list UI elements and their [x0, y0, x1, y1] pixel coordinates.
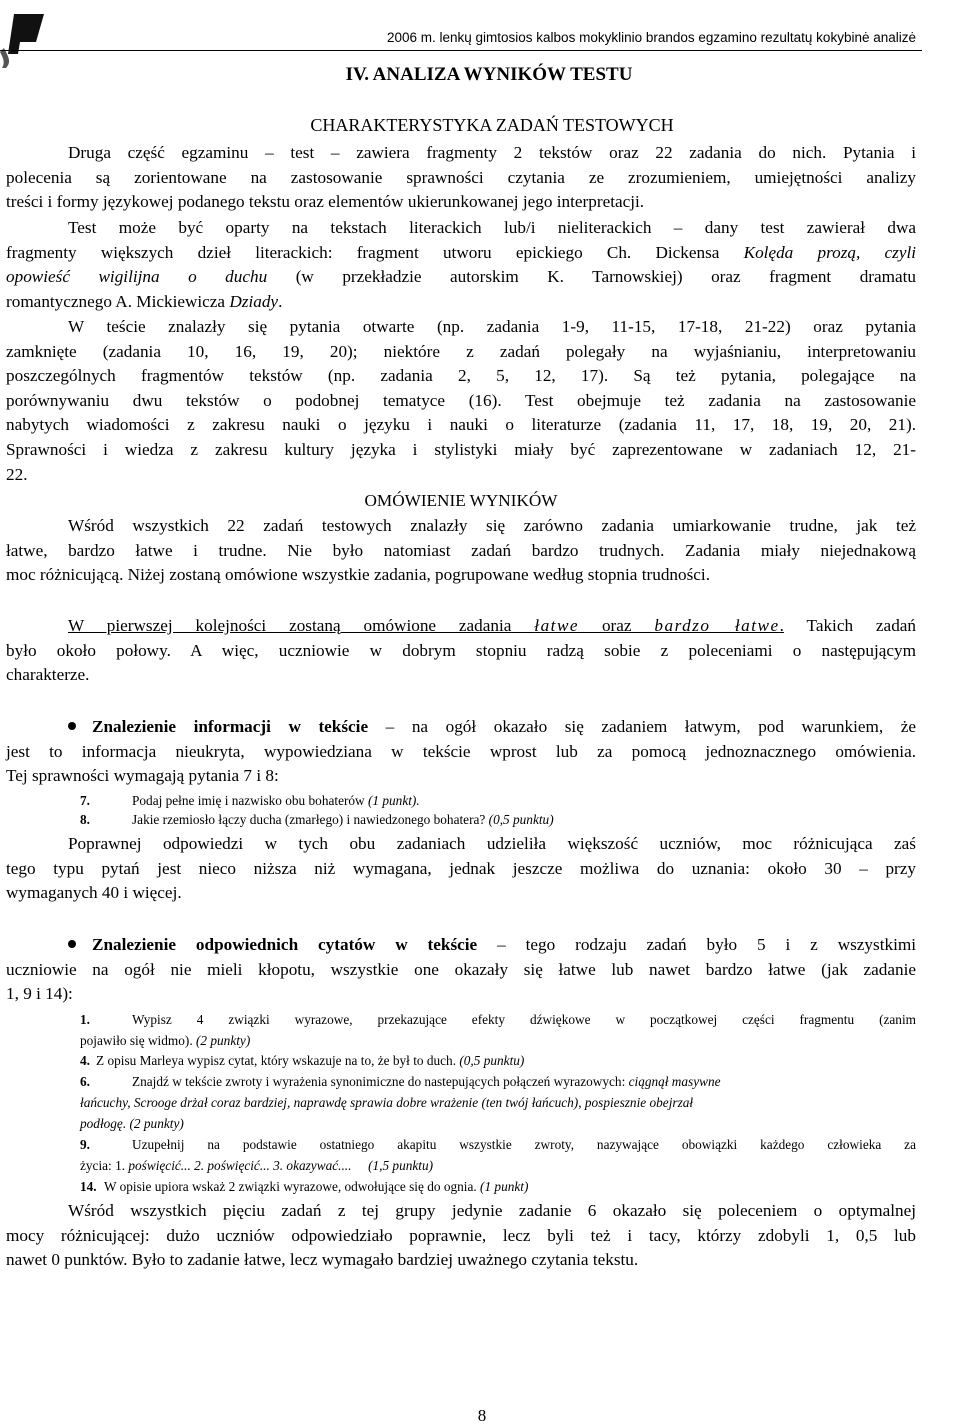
book-title-1b: opowieść wigilijna o duchu [6, 267, 268, 287]
intro-p3-line-1: W teście znalazły się pytania otwarte (np. zadania 1-9, 11-15, 17-18, 21-22) oraz pytania [68, 317, 916, 336]
question-9-line-1: Uzupełnij na podstawie ostatniego akapitu wszystkie zwroty, nazywające obowiązki każdego człowieka za [132, 1137, 916, 1152]
page-number: 8 [477, 1406, 487, 1425]
running-header: 2006 m. lenkų gimtosios kalbos mokyklinio brandos egzamino rezultatų kokybinė analizė [386, 30, 916, 45]
bullet1-summary [6, 832, 916, 906]
results-p1-line-3: moc różnicującą. Niżej zostaną omówione wszystkie zadania, pogrupowane według stopnia trudności. [6, 565, 710, 585]
intro-p3-line-3: poszczególnych fragmentów tekstów (np. zadania 2, 5, 12, 17). Są też pytania, polegające na [6, 366, 916, 386]
intro-p3-line-7: 22. [6, 464, 28, 484]
intro-p1-line-2: polecenia są zorientowane na zastosowanie sprawności czytania ze zrozumieniem, umiejętności analizy [6, 167, 916, 187]
bullet2-heading: Znalezienie odpowiednich cytatów w tekście [92, 935, 478, 954]
book-title-1a: Kolęda prozą, czyli [743, 242, 917, 262]
results-p2-very-easy: bardzo łatwe [654, 616, 780, 635]
bullet-icon [68, 722, 76, 730]
question-9-points: (1,5 punktu) [368, 1158, 434, 1173]
question-4 [80, 1050, 524, 1071]
question-8-number: 8. [80, 812, 90, 827]
header-rule [0, 50, 922, 51]
bullet2-line-3 [6, 982, 916, 1007]
question-6-number: 6. [80, 1074, 90, 1089]
bullet1-summary-line-2: tego typu pytań jest nieco niższa niż wymagana, jednak jeszcze możliwa do uznania: około 30 – przy [6, 858, 916, 878]
bullet2-line-3-text: 1, 9 i 14): [6, 984, 73, 1004]
intro-p2-line-3 [6, 265, 916, 290]
book-title-2: Dziady [229, 291, 279, 311]
results-p2-easy: łatwe [534, 616, 580, 635]
bullet-section-1 [6, 715, 916, 789]
bullet2-summary [6, 1199, 916, 1273]
question-8 [80, 809, 554, 830]
intro-p3-line-4: porównywaniu dwu tekstów o podobnej tematyce (16). Test obejmuje też zadania na zastosowanie [6, 390, 916, 410]
question-7 [80, 790, 420, 811]
question-1-points: (2 punkty) [195, 1033, 251, 1048]
results-paragraph-1 [6, 514, 916, 588]
question-14 [80, 1176, 528, 1197]
question-4-points: (0,5 punktu) [459, 1053, 525, 1068]
question-14-points: (1 punkt) [480, 1179, 529, 1194]
section-title: IV. ANALIZA WYNIKÓW TESTU [345, 64, 633, 85]
intro-p1-line-1: Druga część egzaminu – test – zawiera fragmenty 2 tekstów oraz 22 zadania do nich. Pytania i [68, 143, 916, 162]
results-p2-line-1 [6, 614, 916, 639]
question-1-line-2: pojawiło się widmo). [80, 1033, 193, 1048]
bullet2-line-1 [6, 933, 916, 958]
question-6-line-2: łańcuchy, Scrooge drżał coraz bardziej, naprawdę sprawia dobre wrażenie (ten twój łańcuch), pospiesznie obejrzał [80, 1095, 694, 1110]
question-4-number: 4. [80, 1053, 90, 1068]
results-paragraph-2 [6, 614, 916, 688]
question-1-line-1: Wypisz 4 związki wyrazowe, przekazujące efekty dźwiękowe w początkowej części fragmentu (zanim [132, 1012, 916, 1027]
results-p2-underlined-text: W pierwszej kolejności zostaną omówione zadania [68, 616, 512, 635]
bullet2-summary-line-2: mocy różnicującej: dużo uczniów odpowiedziało poprawnie, lecz byli też i tacy, którzy zdobyli 1, 0,5 lub [6, 1225, 916, 1245]
bullet1-heading: Znalezienie informacji w tekście [92, 717, 369, 736]
bullet1-line-3: Tej sprawności wymagają pytania 7 i 8: [6, 766, 279, 786]
bullet-section-2 [6, 933, 916, 1007]
intro-p3-line-5: nabytych wiadomości z zakresu nauki o języku i nauki o literaturze (zadania 11, 17, 18, 19, 20, 21). [6, 415, 916, 435]
question-9-line-2-b: poświęcić... 2. poświęcić... 3. okazywać.... [128, 1158, 352, 1173]
question-4-text: Z opisu Marleya wypisz cytat, który wskazuje na to, że był to duch. [96, 1053, 457, 1068]
question-7-text: Podaj pełne imię i nazwisko obu bohaterów [132, 793, 365, 808]
intro-p2-text-b: fragmenty większych dzieł literackich: fragment utworu epickiego Ch. Dickensa [6, 242, 720, 262]
intro-p1-line-3: treści i formy językowej podanego tekstu oraz elementów ukierunkowanej jego interpretacji. [6, 192, 645, 212]
question-9-line-2-a: życia: 1. [80, 1158, 126, 1173]
intro-paragraph-2 [6, 216, 916, 314]
results-p2-line-3: charakterze. [6, 665, 90, 685]
bullet1-summary-line-3: wymaganych 40 i więcej. [6, 883, 182, 903]
bullet1-line-2: jest to informacja nieukryta, wypowiedziana w tekście wprost lub za pomocą jednoznacznego omówienia. [6, 741, 916, 761]
results-p2-line-2: było około połowy. A więc, uczniowie w dobrym stopniu radzą sobie z poleceniami o następującym [6, 640, 916, 660]
question-7-number: 7. [80, 793, 90, 808]
question-9-number: 9. [80, 1137, 90, 1152]
results-p1-line-2: łatwe, bardzo łatwe i trudne. Nie było natomiast zadań bardzo trudnych. Zadania miały niejednakową [6, 540, 916, 560]
question-1-number: 1. [80, 1012, 90, 1027]
results-p2-dot: . [779, 616, 784, 635]
results-p2-underlined [68, 616, 784, 635]
subtitle: CHARAKTERYSTYKA ZADAŃ TESTOWYCH [310, 115, 674, 135]
bullet1-rest: – na ogół okazało się zadaniem łatwym, pod warunkiem, że [385, 717, 916, 736]
bullet2-line-2: uczniowie na ogół nie mieli kłopotu, wszystkie one okazały się łatwe lub nawet bardzo łatwe (jak zadanie [6, 959, 916, 979]
question-7-points: (1 punkt). [367, 793, 420, 808]
question-8-text: Jakie rzemiosło łączy ducha (zmarłego) i nawiedzonego bohatera? [132, 812, 486, 827]
question-8-points: (0,5 punktu) [488, 812, 554, 827]
question-6 [80, 1071, 956, 1134]
bullet2-summary-line-1: Wśród wszystkich pięciu zadań z tej grupy jedynie zadanie 6 okazało się poleceniem o optymalnej [68, 1201, 916, 1220]
results-p1-line-1: Wśród wszystkich 22 zadań testowych znalazły się zarówno zadania umiarkowanie trudne, jak też [68, 516, 916, 535]
bullet2-rest: – tego rodzaju zadań było 5 i z wszystkimi [497, 935, 917, 954]
publisher-logo-icon [0, 12, 48, 68]
intro-p2-text-c: (w przekładzie autorskim K. Tarnowskiej) oraz fragment dramatu [295, 267, 917, 287]
question-14-text: W opisie upiora wskaż 2 związki wyrazowe, odwołujące się do ognia. [104, 1179, 477, 1194]
results-p2-or: oraz [601, 616, 632, 635]
question-6-points: (2 punkty) [129, 1116, 184, 1131]
results-heading: OMÓWIENIE WYNIKÓW [364, 491, 558, 510]
intro-p3-line-6: Sprawności i wiedza z zakresu kultury języka i stylistyki miały być zaprezentowane w zadaniach 12, 21- [6, 439, 916, 459]
bullet1-line-1 [6, 715, 916, 740]
intro-paragraph-3 [6, 315, 916, 487]
question-9 [80, 1134, 916, 1176]
intro-p2-line-4: romantycznego A. Mickiewicza Dziady. [6, 291, 283, 311]
question-6-line-1: Znajdź w tekście zwroty i wyrażenia synonimiczne do nastepujących połączeń wyrazowych: [132, 1074, 626, 1089]
intro-paragraph-1 [6, 141, 916, 215]
bullet2-summary-line-3: nawet 0 punktów. Było to zadanie łatwe, lecz wymagało bardziej uważnego czytania tekstu. [6, 1250, 639, 1270]
intro-p2-line-1: Test może być oparty na tekstach literackich lub/i nieliterackich – dany test zawierał dwa [68, 218, 916, 237]
intro-p2-text-d: romantycznego A. Mickiewicza [6, 291, 226, 311]
question-6-line-3: podłogę. [80, 1116, 127, 1131]
bullet1-summary-line-1: Poprawnej odpowiedzi w tych obu zadaniach udzieliła większość uczniów, moc różnicująca zaś [68, 834, 916, 853]
question-14-number: 14. [80, 1179, 97, 1194]
intro-p2-line-2 [6, 241, 916, 266]
question-6-line-1-italic: ciągnął masywne [628, 1074, 721, 1089]
bullet-icon [68, 940, 76, 948]
intro-p3-line-2: zamknięte (zadania 10, 16, 19, 20); niektóre z zadań polegały na wyjaśnianiu, interpretowaniu [6, 341, 916, 361]
question-1 [80, 1009, 916, 1051]
results-p2-rest: Takich zadań [806, 616, 917, 635]
